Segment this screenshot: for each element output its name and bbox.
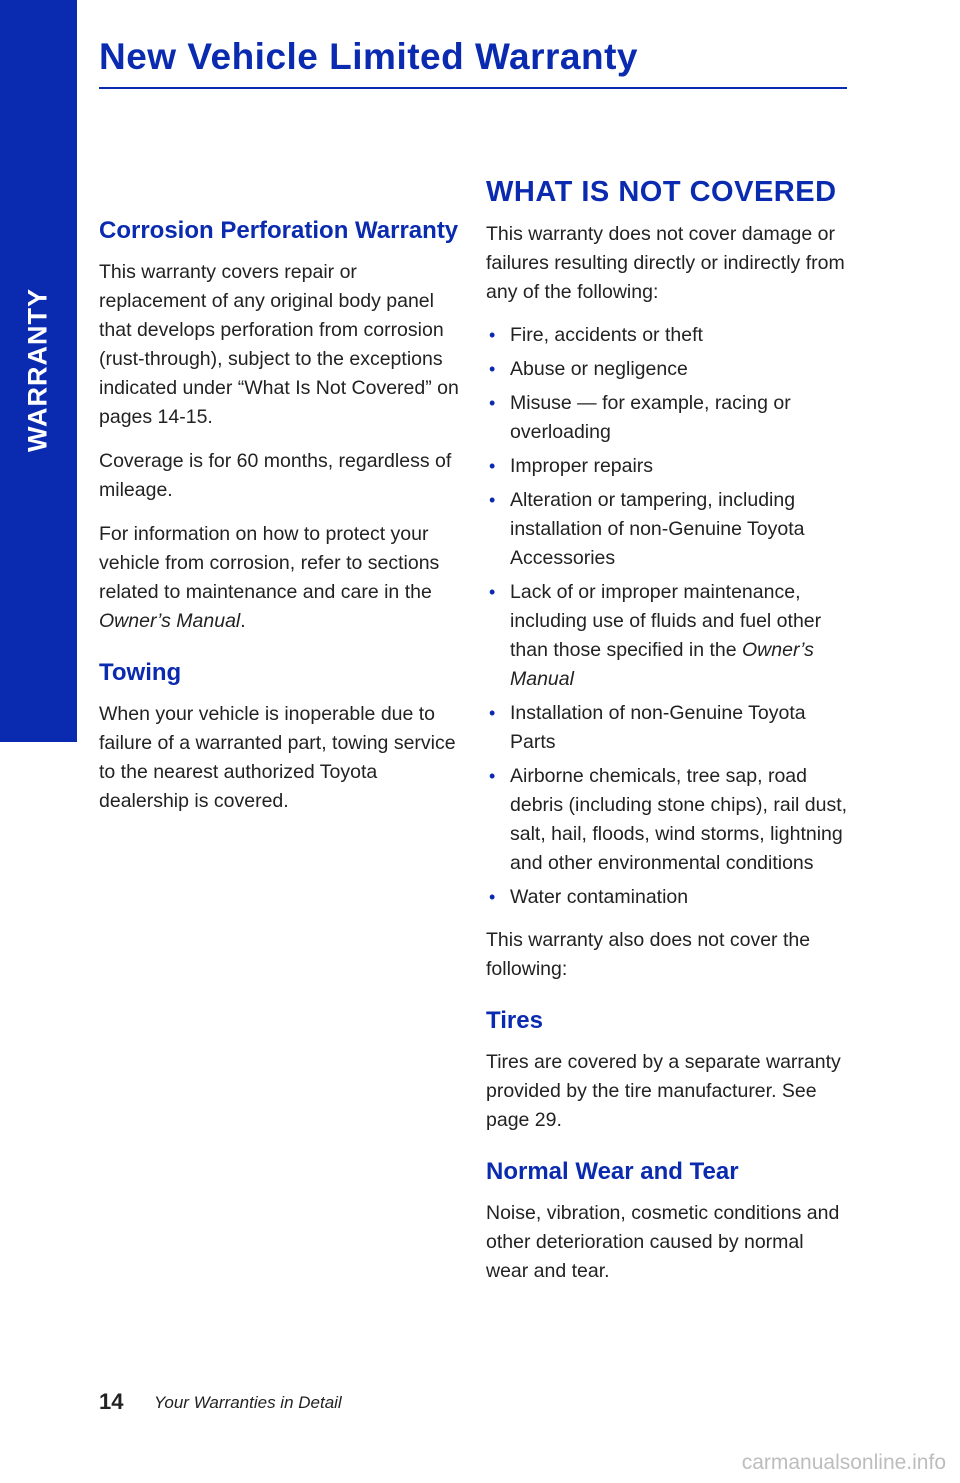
list-item: • Water contamination	[486, 883, 850, 912]
not-covered-intro: This warranty does not cover damage or failures resulting directly or indirectly from any of the following:	[486, 223, 845, 303]
bullet-icon: •	[489, 359, 496, 379]
list-item: • Airborne chemicals, tree sap, road debris (including stone chips), rail dust, salt, hail, floods, wind storms, lightning and other environmental conditions	[486, 762, 850, 878]
list-item: • Misuse — for example, racing or overloading	[486, 389, 850, 447]
bullet-icon: •	[489, 325, 496, 345]
owners-manual-ref: Owner’s Manual	[510, 639, 814, 690]
list-item: • Installation of non-Genuine Toyota Parts	[486, 699, 850, 757]
left-column	[99, 212, 464, 831]
tires-heading: Tires	[486, 1007, 543, 1034]
watermark: carmanualsonline.info	[741, 1451, 946, 1474]
bullet-icon: •	[489, 393, 496, 413]
right-column	[486, 170, 850, 1300]
corrosion-p3-end: .	[240, 610, 246, 632]
page-title: New Vehicle Limited Warranty	[99, 36, 639, 77]
owners-manual-ref: Owner’s Manual	[99, 610, 241, 632]
footer-section-title: Your Warranties in Detail	[154, 1393, 342, 1412]
title-divider	[99, 87, 847, 89]
bullet-icon: •	[489, 490, 496, 510]
list-item: • Fire, accidents or theft	[486, 321, 850, 350]
exclusions-list	[486, 321, 850, 912]
not-covered-heading: WHAT IS NOT COVERED	[486, 176, 837, 208]
towing-paragraph: When your vehicle is inoperable due to failure of a warranted part, towing service to the nearest authorized Toyota dealership is covered.	[99, 703, 456, 812]
list-item: • Improper repairs	[486, 452, 850, 481]
bullet-icon: •	[489, 703, 496, 723]
towing-heading: Towing	[99, 659, 182, 686]
side-tab-label: WARRANTY	[22, 288, 53, 452]
corrosion-heading: Corrosion Perforation Warranty	[99, 217, 459, 244]
corrosion-paragraph-2: Coverage is for 60 months, regardless of mileage.	[99, 450, 452, 501]
list-item: • Abuse or negligence	[486, 355, 850, 384]
wear-heading: Normal Wear and Tear	[486, 1158, 739, 1185]
list-item: • Lack of or improper maintenance, including use of fluids and fuel other than those specified in the Owner’s Manual	[486, 578, 850, 694]
bullet-icon: •	[489, 456, 496, 476]
bullet-icon: •	[489, 582, 496, 602]
tires-paragraph: Tires are covered by a separate warranty provided by the tire manufacturer. See page 29.	[486, 1051, 841, 1131]
bullet-icon: •	[489, 766, 496, 786]
also-not-covered: This warranty also does not cover the following:	[486, 929, 811, 980]
corrosion-paragraph-1: This warranty covers repair or replacement of any original body panel that develops perforation from corrosion (rust-through), subject to the exceptions indicated under “What Is Not Covered” on pages 14-15.	[99, 261, 459, 428]
wear-paragraph: Noise, vibration, cosmetic conditions and other deterioration caused by normal wear and tear.	[486, 1202, 840, 1282]
side-tab	[0, 0, 77, 742]
corrosion-paragraph-3	[99, 520, 464, 636]
list-item: • Alteration or tampering, including installation of non-Genuine Toyota Accessories	[486, 486, 850, 573]
bullet-icon: •	[489, 887, 496, 907]
corrosion-p3-start: For information on how to protect your vehicle from corrosion, refer to sections related to maintenance and care in the	[99, 523, 440, 603]
page-number: 14	[99, 1389, 124, 1414]
